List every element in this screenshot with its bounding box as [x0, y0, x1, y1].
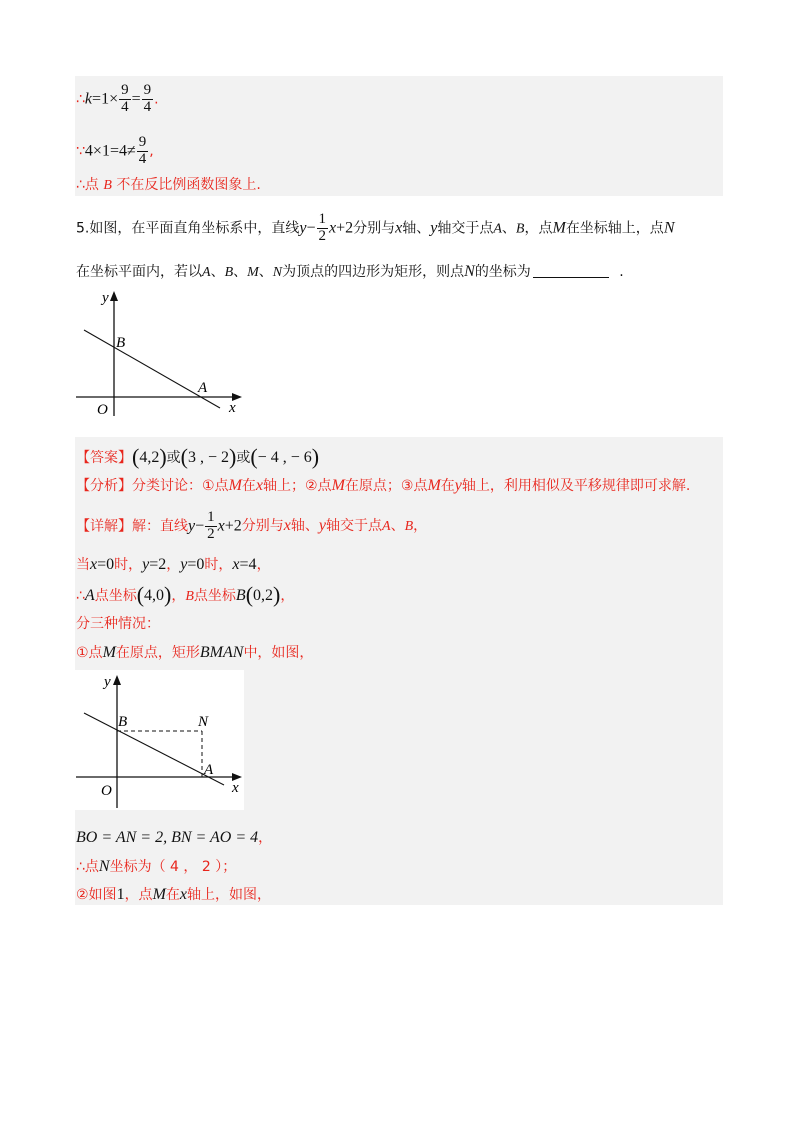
y-axis-arrow: [110, 291, 118, 301]
point-A-label: A: [198, 380, 208, 396]
intercept-line: 当x=0时，y=2，y=0时，x=4，: [76, 556, 271, 573]
coordinates-line: ∴A点坐标(4,0)，B点坐标B(0,2)，: [76, 582, 295, 607]
x-axis-label: x: [229, 400, 236, 416]
figure-coordinate-plane: [74, 286, 244, 418]
question-number: 5.: [76, 220, 90, 237]
point-N-label: N: [198, 714, 209, 730]
analysis-line: 【分析】分类讨论：①点M在x轴上；②点M在原点；③点M在y轴上，利用相似及平移规律即可求解.: [76, 477, 691, 494]
conclusion-line: ∴点 B 不在反比例函数图象上.: [76, 177, 261, 193]
point-B-label: B: [116, 335, 126, 351]
result-line: ∴点N坐标为（ 4 ， 2 ）；: [76, 858, 237, 875]
point-B-label: B: [118, 714, 128, 730]
y-axis-label: y: [102, 290, 109, 306]
fraction-one-half: $\frac{1}{2}$: [207, 509, 215, 542]
cases-line: 分三种情况：: [76, 616, 160, 632]
k-computation-line: ∴k=1× $\frac{9}{4}$ = $\frac{9}{4}$ .: [76, 82, 159, 115]
segment-lengths-line: BO = AN = 2, BN = AO = 4，: [76, 829, 273, 846]
fraction-nine-fourths: $\frac{9}{4}$: [143, 82, 152, 115]
origin-label: O: [101, 783, 112, 799]
figure-background: [74, 670, 244, 810]
fraction-nine-fourths: $\frac{9}{4}$: [138, 134, 147, 167]
detail-line: 【详解】解：直线y− $\frac{1}{2}$ x+2分别与x轴、y轴交于点A、B，: [76, 509, 428, 542]
fraction-one-half: $\frac{1}{2}$: [318, 211, 326, 244]
point-A-label: A: [204, 762, 214, 778]
answer-tag: 【答案】: [76, 450, 132, 466]
case-1-line: ①点M在原点，矩形BMAN中，如图，: [76, 644, 314, 661]
y-axis-label: y: [104, 674, 111, 690]
inequality-line: ∵4×1=4≠ $\frac{9}{4}$ ,: [76, 134, 154, 167]
figure-rectangle-BMAN: [74, 670, 244, 810]
x-axis-label: x: [232, 780, 239, 796]
case-2-line: ②如图1，点M在x轴上，如图，: [76, 886, 271, 903]
origin-label: O: [97, 402, 108, 418]
answer-line: 【答案】(4,2)或(3 , − 2)或(− 4 , − 6): [76, 444, 320, 469]
question-5-line-1: 5.如图，在平面直角坐标系中，直线y− $\frac{1}{2}$ x+2分别与x轴、y轴交于点A、B，点M在坐标轴上，点N: [76, 211, 675, 244]
analysis-tag: 【分析】: [76, 478, 132, 494]
detail-tag: 【详解】: [76, 518, 132, 535]
question-5-line-2: 在坐标平面内，若以A、B、M、N为顶点的四边形为矩形，则点N的坐标为 .: [76, 263, 624, 280]
line-AB: [84, 330, 220, 408]
answer-blank: [533, 263, 609, 278]
fraction-nine-fourths: $\frac{9}{4}$: [121, 82, 129, 115]
